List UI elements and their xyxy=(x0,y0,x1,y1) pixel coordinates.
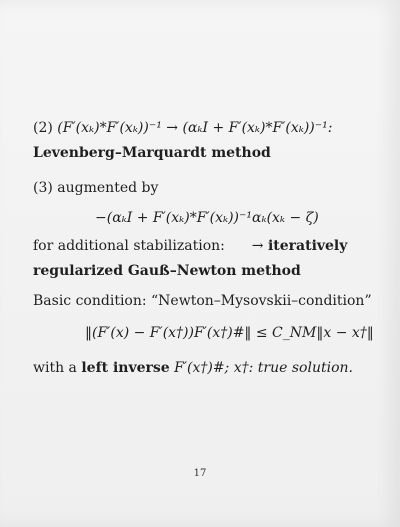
line-3-formula: −(αₖI + F′(xₖ)*F′(xₖ))⁻¹αₖ(xₖ − ζ) xyxy=(95,210,319,226)
line-3-method: regularized Gauß–Newton method xyxy=(33,263,301,279)
closing-prefix: with a xyxy=(33,360,77,376)
line-3-intro-text: augmented by xyxy=(57,180,159,196)
line-3-iteratively: iteratively xyxy=(267,238,348,254)
closing-line xyxy=(33,360,353,376)
closing-formula: F′(x†)#; x†: true solution. xyxy=(174,360,353,376)
line-3-stabilization-row xyxy=(33,238,347,254)
line-2-formula xyxy=(33,120,333,136)
arrow-icon: → xyxy=(251,238,264,254)
line-3-intro xyxy=(33,180,158,196)
line-2-method: Levenberg–Marquardt method xyxy=(33,145,271,161)
line-3-label: (3) xyxy=(33,180,53,196)
line-3-stabilization-text: for additional stabilization: xyxy=(33,238,225,254)
line-2-expression: (F′(xₖ)*F′(xₖ))⁻¹ → (αₖI + F′(xₖ)*F′(xₖ))⁻¹: xyxy=(57,120,333,136)
basic-condition-formula: ‖(F′(x) − F′(x†))F′(x†)#‖ ≤ C_NM‖x − x†‖ xyxy=(85,325,374,341)
closing-bold: left inverse xyxy=(81,360,170,376)
basic-condition: Basic condition: “Newton–Mysovskii–condition” xyxy=(33,293,372,309)
line-2-label: (2) xyxy=(33,120,53,136)
page-number: 17 xyxy=(193,468,207,479)
